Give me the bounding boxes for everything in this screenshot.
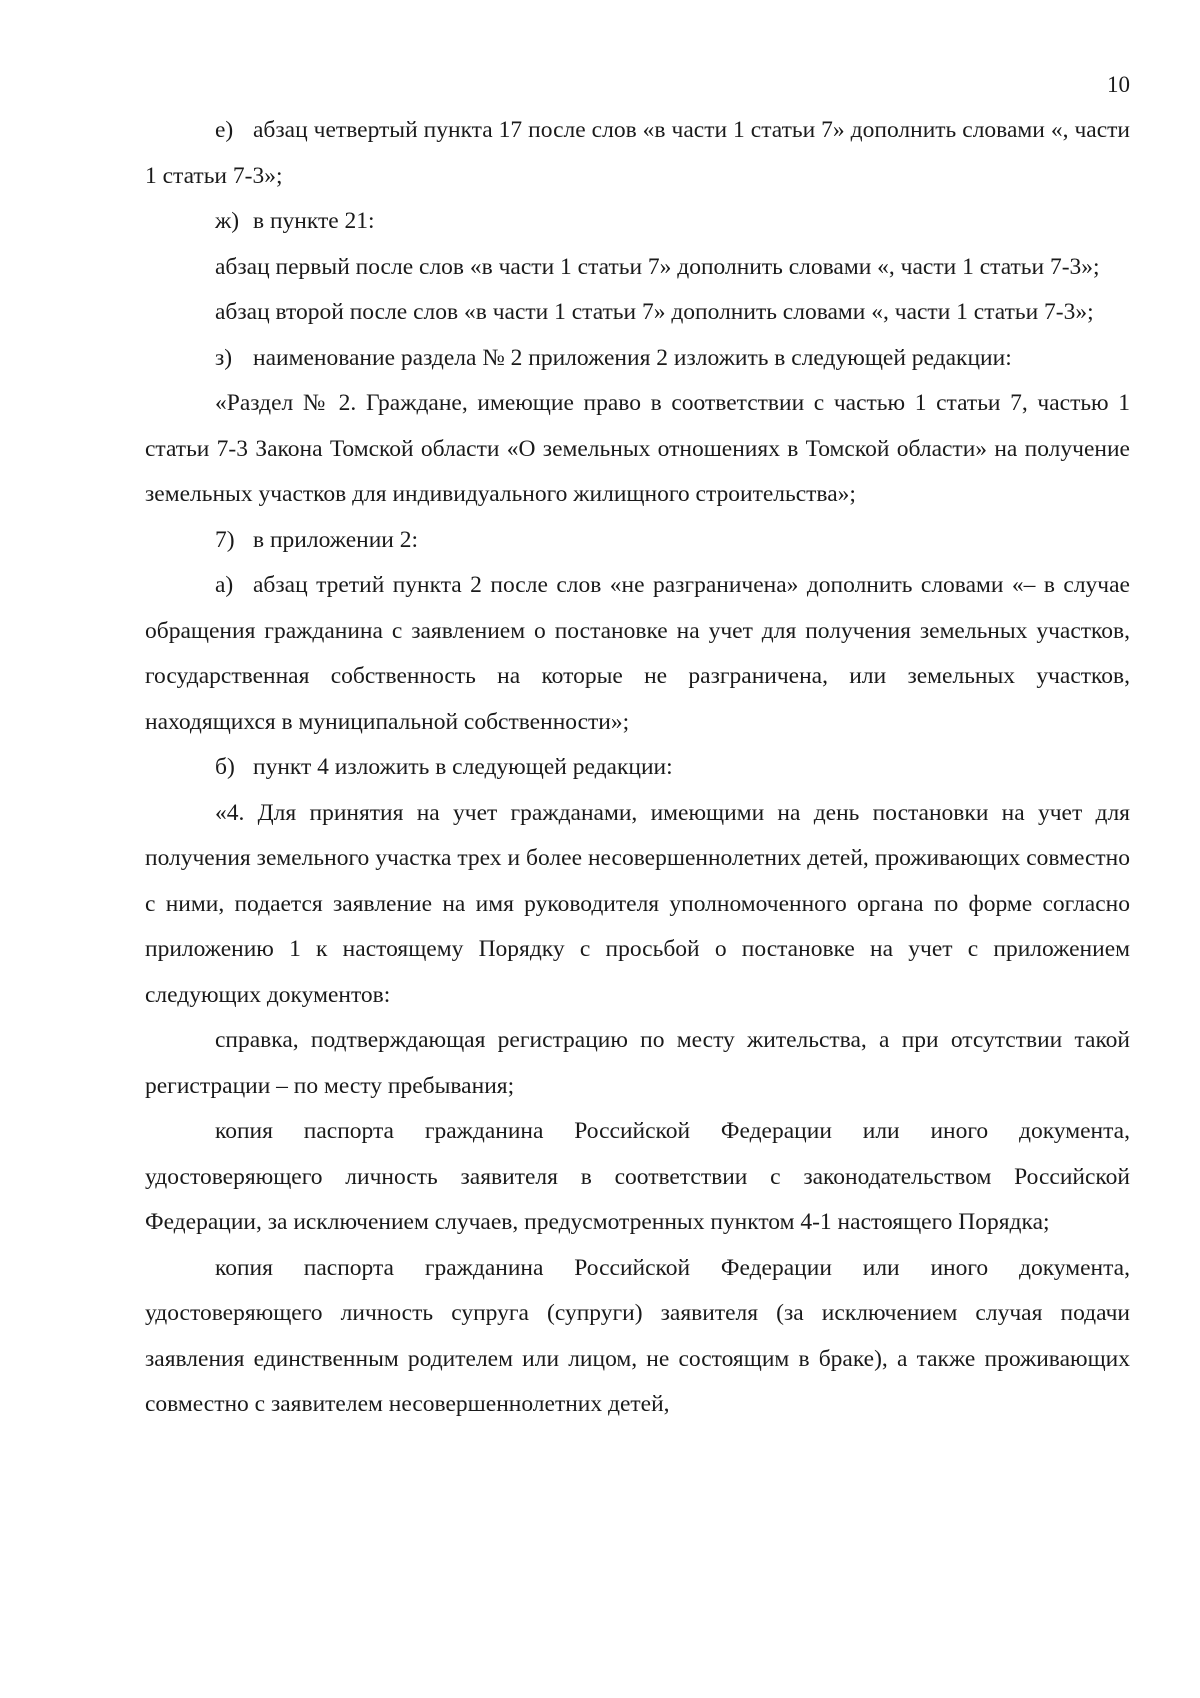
paragraph-text: абзац второй после слов «в части 1 статьи 7» дополнить словами «, части 1 статьи 7-3»;	[215, 299, 1094, 325]
paragraph-residence-certificate	[145, 1018, 1130, 1109]
paragraph-text: абзац третий пункта 2 после слов «не разграничена» дополнить словами «– в случае обращения гражданина с заявлением о постановке на учет для получения земельных участков, государственная собственность на которые не разграничена, или земельных участков, находящихся в муниципальной собственности»;	[145, 572, 1130, 735]
paragraph-second-abzac	[145, 290, 1130, 336]
list-marker: ж)	[215, 208, 240, 234]
paragraph-a	[145, 563, 1130, 745]
paragraph-7	[145, 518, 1130, 564]
document-body	[145, 108, 1130, 1428]
list-marker: а)	[215, 572, 234, 598]
paragraph-text: копия паспорта гражданина Российской Федерации или иного документа, удостоверяющего личность заявителя в соответствии с законодательством Российской Федерации, за исключением случаев, предусмотренных пунктом 4-1 настоящего Порядка;	[145, 1118, 1130, 1235]
paragraph-text: в пункте 21:	[253, 208, 375, 234]
paragraph-b	[145, 745, 1130, 791]
paragraph-text: пункт 4 изложить в следующей редакции:	[253, 754, 673, 780]
list-marker: б)	[215, 754, 235, 780]
list-marker: з)	[215, 344, 233, 371]
list-marker: е)	[215, 117, 234, 143]
paragraph-zh	[145, 199, 1130, 245]
paragraph-item-4	[145, 791, 1130, 1019]
paragraph-text: справка, подтверждающая регистрацию по месту жительства, а при отсутствии такой регистрации – по месту пребывания;	[145, 1027, 1130, 1099]
paragraph-text: «Раздел № 2. Граждане, имеющие право в соответствии с частью 1 статьи 7, частью 1 статьи 7-3 Закона Томской области «О земельных отношениях в Томской области» на получение земельных участков для индивидуального жилищного строительства»;	[145, 390, 1130, 507]
paragraph-spouse-passport	[145, 1246, 1130, 1428]
paragraph-text: в приложении 2:	[253, 526, 419, 553]
paragraph-section-2-title	[145, 381, 1130, 518]
paragraph-text: абзац первый после слов «в части 1 статьи 7» дополнить словами «, части 1 статьи 7-3»;	[215, 253, 1100, 280]
paragraph-text: «4. Для принятия на учет гражданами, имеющими на день постановки на учет для получения земельного участка трех и более несовершеннолетних детей, проживающих совместно с ними, подается заявление на имя руководителя уполномоченного органа по форме согласно приложению 1 к настоящему Порядку с просьбой о постановке на учет с приложением следующих документов:	[145, 799, 1130, 1008]
paragraph-applicant-passport	[145, 1109, 1130, 1246]
list-marker: 7)	[215, 526, 235, 553]
paragraph-z	[145, 336, 1130, 382]
paragraph-first-abzac	[145, 245, 1130, 291]
page-number: 10	[1107, 72, 1130, 97]
paragraph-text: копия паспорта гражданина Российской Федерации или иного документа, удостоверяющего личность супруга (супруги) заявителя (за исключением случая подачи заявления единственным родителем или лицом, не состоящим в браке), а также проживающих совместно с заявителем несовершеннолетних детей,	[145, 1254, 1130, 1417]
paragraph-e	[145, 108, 1130, 199]
paragraph-text: абзац четвертый пункта 17 после слов «в части 1 статьи 7» дополнить словами «, части 1 статьи 7-3»;	[145, 117, 1130, 189]
paragraph-text: наименование раздела № 2 приложения 2 изложить в следующей редакции:	[253, 344, 1012, 371]
